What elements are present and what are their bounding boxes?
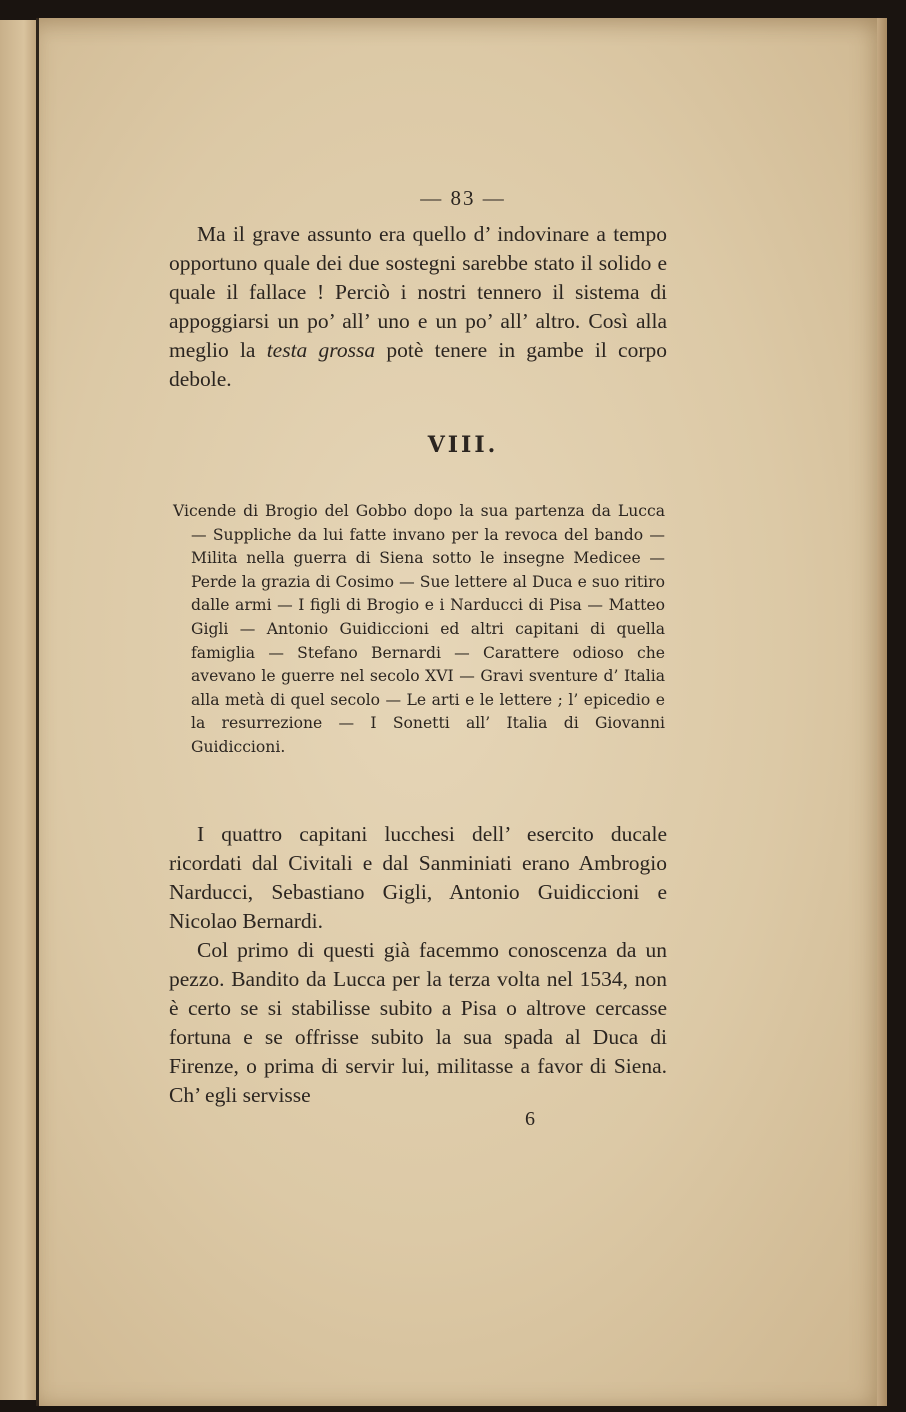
chapter-summary-text: Vicende di Brogio del Gobbo dopo la sua partenza da Lucca — Suppliche da lui fatte invano per la revoca del bando — Milita nella guerra di Siena sotto le insegne Medicee — Perde la grazia di Cosimo — Sue lettere al Duca e suo ritiro dalle armi — I figli di Brogio e i Narducci di Pisa — Matteo Gigli — Antonio Guidiccioni ed altri capitani di quella famiglia — Stefano Bernardi — Carattere odioso che avevano le guerre nel secolo XVI — Gravi sventure d’ Italia alla metà di quel secolo — Le arti e le lettere ; l’ epicedio e la resurrezione — I Sonetti all’ Italia di Giovanni Guidiccioni. [173,502,665,756]
opening-italic-phrase: testa grossa [266,338,376,362]
book-page [36,18,887,1406]
chapter-summary [173,500,665,760]
chapter-heading: VIII. [427,432,499,458]
body-text [169,820,667,1110]
page-number-header: — 83 — [420,186,506,210]
body-paragraph-1: I quattro capitani lucchesi dell’ esercito ducale ricordati dal Civitali e dal Sanminiati erano Ambrogio Narducci, Sebastiano Gigli, Antonio Guidiccioni e Nicolao Bernardi. [169,822,667,933]
opening-text: Ma il grave assunto era quello d’ indovinare a tempo opportuno quale dei due sostegni sarebbe stato il solido e quale il fallace ! Perciò i nostri tennero il sistema di appoggiarsi un po’ all’ uno e un po’ all’ altro. Così alla meglio la [169,222,667,362]
opening-paragraph [169,220,667,394]
page-fore-edge [877,18,887,1406]
signature-mark: 6 [525,1108,535,1130]
body-paragraph-2: Col primo di questi già facemmo conoscenza da un pezzo. Bandito da Lucca per la terza volta nel 1534, non è certo se si stabilisse subito a Pisa o altrove cercasse fortuna e se offrisse subito la sua spada al Duca di Firenze, o prima di servir lui, militasse a favor di Siena. Ch’ egli servisse [169,938,667,1107]
opening-text-end: potè tenere in gambe il corpo debole. [169,338,667,391]
